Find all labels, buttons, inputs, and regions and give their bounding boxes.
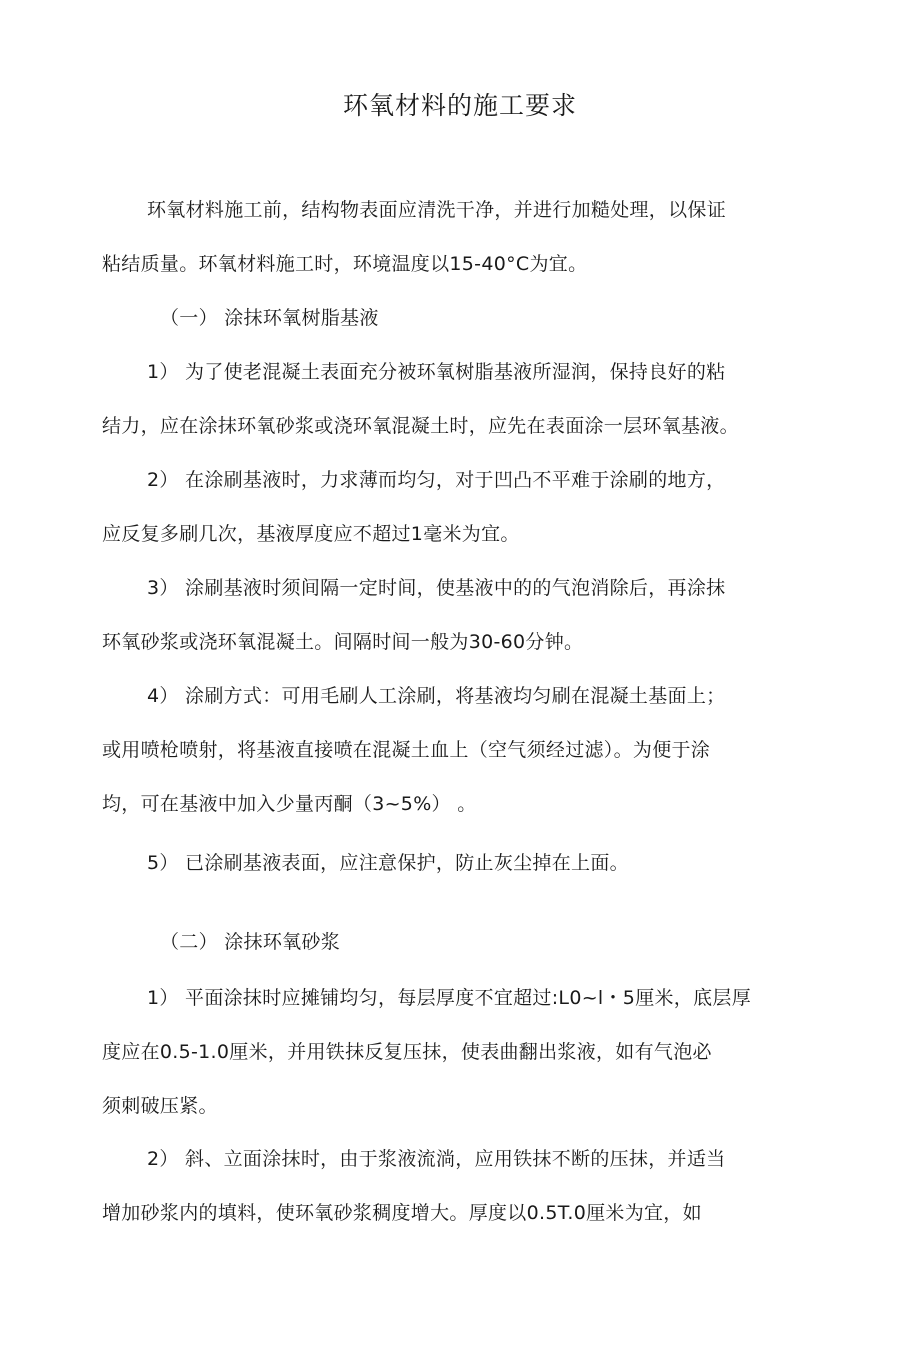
document-title: 环氧材料的施工要求 bbox=[342, 91, 577, 120]
s1-item1-line-1: 1） 为了使老混凝土表面充分被环氧树脂基液所湿润，保持良好的粘 bbox=[147, 361, 726, 383]
s2-item2-line-1: 2） 斜、立面涂抹时，由于浆液流淌，应用铁抹不断的压抹，并适当 bbox=[147, 1148, 726, 1170]
section-heading-1: （一） 涂抹环氧树脂基液 bbox=[160, 307, 379, 329]
s2-item1-line-2: 度应在0.5-1.0厘米，并用铁抹反复压抹，使表曲翻出浆液，如有气泡必 bbox=[102, 1041, 712, 1063]
s1-item3-line-1: 3） 涂刷基液时须间隔一定时间，使基液中的的气泡消除后，再涂抹 bbox=[147, 577, 726, 599]
s2-item1-line-3: 须刺破压紧。 bbox=[102, 1095, 218, 1117]
s1-item4-line-1: 4） 涂刷方式：可用毛刷人工涂刷，将基液均匀刷在混凝土基面上； bbox=[147, 685, 726, 707]
s1-item4-line-2: 或用喷枪喷射，将基液直接喷在混凝土血上（空气须经过滤）。为便于涂 bbox=[102, 739, 711, 761]
section-heading-2: （二） 涂抹环氧砂浆 bbox=[160, 931, 341, 953]
s2-item2-line-2: 增加砂浆内的填料，使环氧砂浆稠度增大。厚度以0.5T.0厘米为宜，如 bbox=[102, 1202, 702, 1224]
s1-item2-line-1: 2） 在涂刷基液时，力求薄而均匀，对于凹凸不平难于涂刷的地方， bbox=[147, 469, 726, 491]
s2-item1-line-1: 1） 平面涂抹时应摊铺均匀，每层厚度不宜超过:L0~l・5厘米，底层厚 bbox=[147, 987, 751, 1009]
s1-item4-line-3: 均，可在基液中加入少量丙酮（3~5%） 。 bbox=[102, 793, 477, 815]
s1-item1-line-2: 结力，应在涂抹环氧砂浆或浇环氧混凝土时，应先在表面涂一层环氧基液。 bbox=[102, 415, 739, 437]
s1-item5-line-1: 5） 已涂刷基液表面，应注意保护，防止灰尘掉在上面。 bbox=[147, 852, 629, 874]
intro-line-1: 环氧材料施工前，结构物表面应清洗干净，并进行加糙处理，以保证 bbox=[147, 199, 727, 221]
s1-item2-line-2: 应反复多刷几次，基液厚度应不超过1毫米为宜。 bbox=[102, 523, 520, 545]
intro-line-2: 粘结质量。环氧材料施工时，环境温度以15-40°C为宜。 bbox=[102, 253, 588, 275]
s1-item3-line-2: 环氧砂浆或浇环氧混凝土。间隔时间一般为30-60分钟。 bbox=[102, 631, 584, 653]
